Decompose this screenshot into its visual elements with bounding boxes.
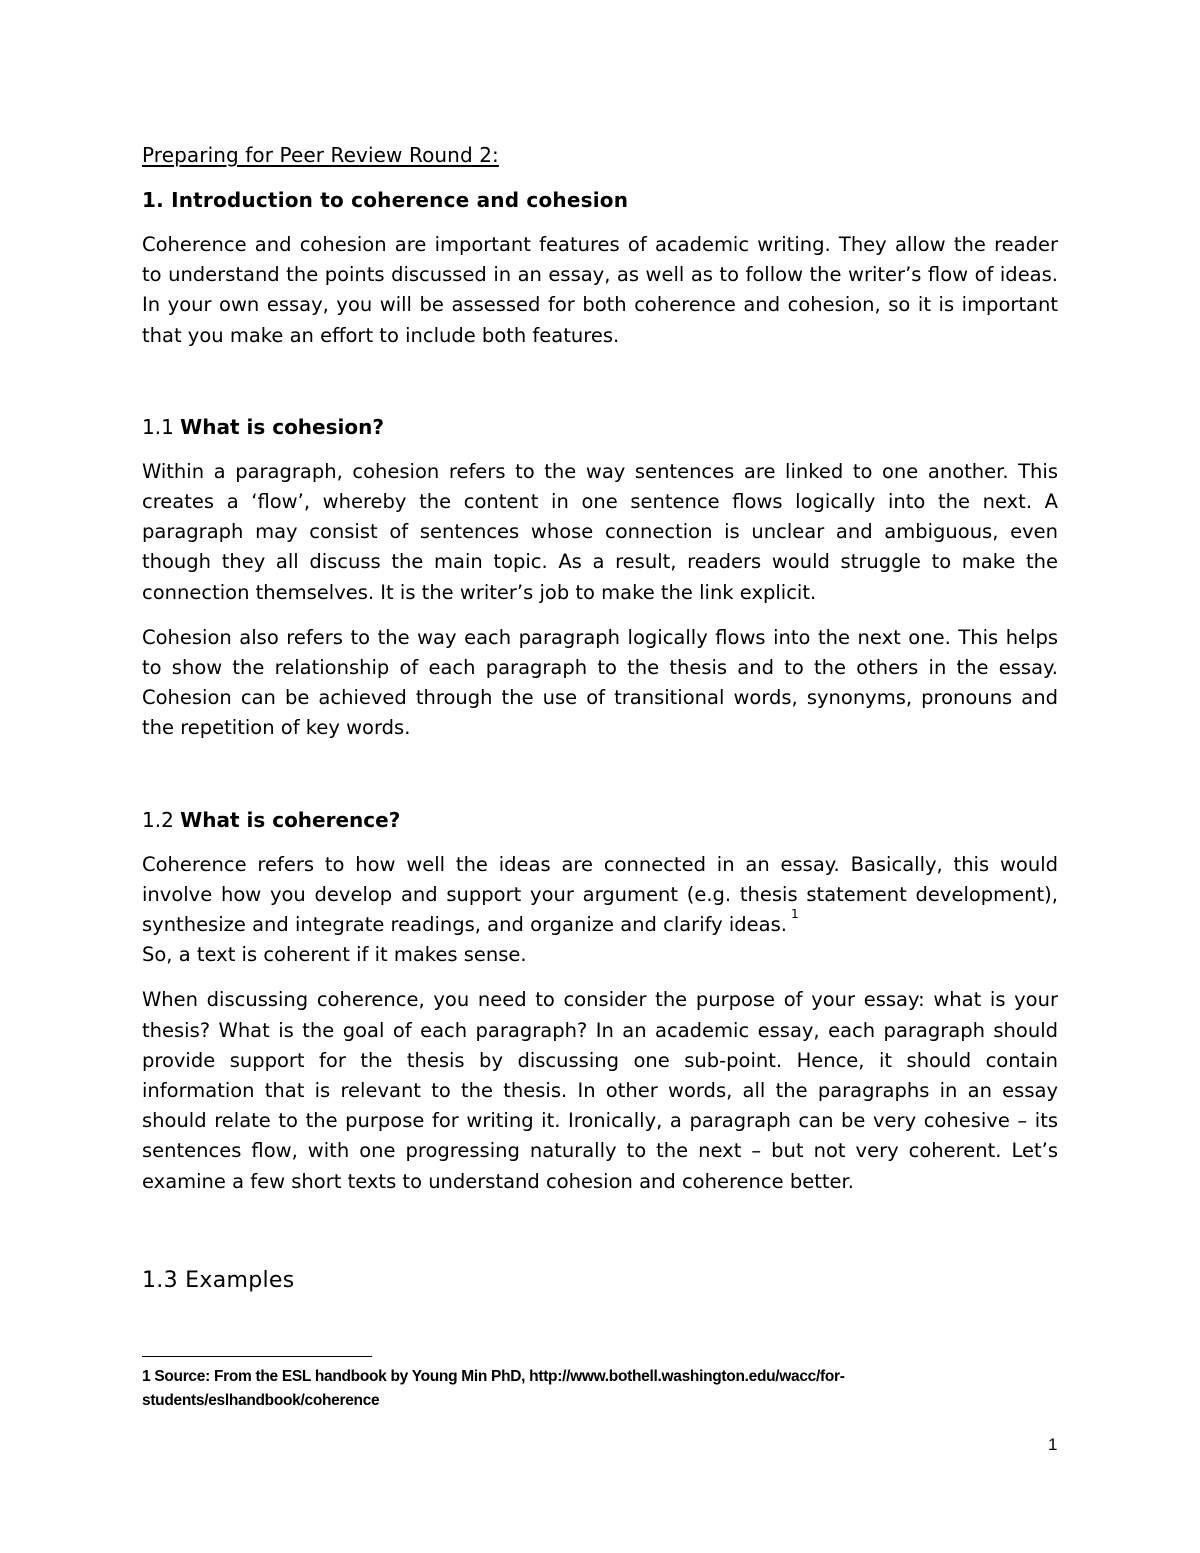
intro-paragraph: Coherence and cohesion are important features of academic writing. They allow the reader to understand the points discussed in an essay, as well as to follow the writer’s flow of ideas. In your own essay, you will be assessed for both coherence and cohesion, so it is important that you make an effort to include both features. <box>142 233 1058 347</box>
cohesion-paragraph-2: Cohesion also refers to the way each paragraph logically flows into the next one. This helps to show the relationship of each paragraph to the thesis and to the others in the essay. Cohesion can be achieved through the use of transitional words, synonyms, pronouns and the repetition of key words. <box>142 625 1058 740</box>
coherence-paragraph-1-end: So, a text is coherent if it makes sense. <box>142 943 527 967</box>
section-heading-cohesion <box>142 412 1058 442</box>
cohesion-section-title: What is cohesion? <box>180 414 384 439</box>
section-heading-intro: 1. Introduction to coherence and cohesion <box>142 188 629 212</box>
page-number: 1 <box>1048 1435 1058 1454</box>
coherence-section-number: 1.2 <box>142 807 174 832</box>
coherence-paragraph-2: When discussing coherence, you need to consider the purpose of your essay: what is your thesis? What is the goal of each paragraph? In an academic essay, each paragraph should provide support for the thesis by discussing one sub-point. Hence, it should contain information that is relevant to the thesis. In other words, all the paragraphs in an essay should relate to the purpose for writing it. Ironically, a paragraph can be very cohesive – its sentences flow, with one progressing naturally to the next – but not very coherent. Let’s examine a few short texts to understand cohesion and coherence better. <box>142 988 1058 1193</box>
footnote: 1 Source: From the ESL handbook by Young Min PhD, http://www.bothell.washington.edu/wacc/for-students/eslhandbook/coherence <box>142 1368 845 1409</box>
coherence-paragraph-1 <box>142 850 1058 971</box>
coherence-section-title: What is coherence? <box>180 807 401 832</box>
document-title: Preparing for Peer Review Round 2: <box>142 143 499 167</box>
footnote-reference[interactable]: 1 <box>790 907 799 922</box>
section-heading-coherence <box>142 805 1058 835</box>
section-heading-examples: 1.3 Examples <box>142 1267 295 1293</box>
coherence-paragraph-1-text: Coherence refers to how well the ideas are connected in an essay. Basically, this would involve how you develop and support your argument (e.g. thesis statement development), synthesize and integrate readings, and organize and clarify ideas. <box>142 852 1058 937</box>
cohesion-section-number: 1.1 <box>142 414 174 439</box>
cohesion-paragraph-1: Within a paragraph, cohesion refers to the way sentences are linked to one another. This creates a ‘flow’, whereby the content in one sentence flows logically into the next. A paragraph may consist of sentences whose connection is unclear and ambiguous, even though they all discuss the main topic. As a result, readers would struggle to make the connection themselves. It is the writer’s job to make the link explicit. <box>142 459 1058 604</box>
document-body <box>142 140 1058 1296</box>
footnote-separator <box>142 1356 372 1357</box>
